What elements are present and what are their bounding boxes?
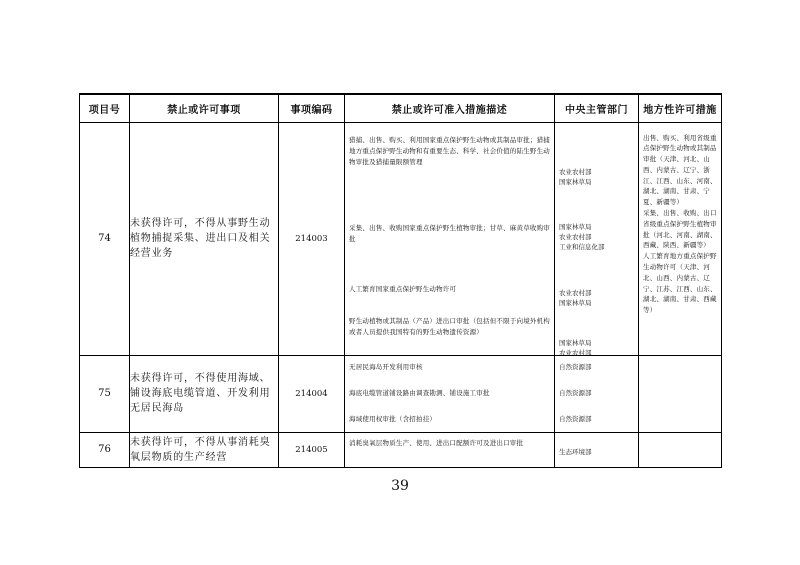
header-row [80, 94, 722, 122]
department-text: 农业农村部 国家林草局 [559, 167, 592, 186]
matter-text: 未获得许可，不得从事野生动植物捕捉采集、进出口及相关经营业务 [130, 122, 279, 355]
department-text: 自然资源部 [559, 362, 592, 371]
department-text: 生态环境部 [559, 447, 592, 456]
department-cell [555, 122, 639, 355]
matter-code: 214005 [279, 432, 345, 467]
department-text: 农业农村部 国家林草局 [559, 288, 592, 307]
header-matter: 禁止或许可事项 [130, 94, 279, 122]
local-measures-cell [639, 122, 722, 355]
table-row-76 [80, 432, 722, 467]
local-measures-cell [639, 432, 722, 467]
matter-code: 214003 [279, 122, 345, 355]
measure-text: 海底电缆管道铺设路由调查勘测、铺设施工审批 [349, 388, 490, 397]
measure-text: 人工繁育国家重点保护野生动物许可 [349, 284, 457, 293]
header-local-measures: 地方性许可措施 [639, 94, 722, 122]
row-number: 76 [80, 432, 130, 467]
measure-text: 消耗臭氧层物质生产、使用、进出口配额许可及进出口审批 [349, 438, 524, 447]
row-number: 74 [80, 122, 130, 355]
header-measures: 禁止或许可准入措施描述 [345, 94, 555, 122]
page-number: 39 [391, 478, 409, 494]
local-measures-cell [639, 355, 722, 432]
measure-text: 野生动植物或其制品（产品）进出口审批（包括但不限于向境外机构或者人员提供我国特有的野生动物遗传资源） [349, 316, 550, 336]
measures-cell [345, 355, 555, 432]
permit-table-section [79, 93, 721, 468]
table-row-75 [80, 355, 722, 432]
permit-table [79, 93, 722, 468]
measure-text: 海域使用权审批（含招拍挂） [349, 414, 437, 423]
department-text: 国家林草局 农业农村部 [559, 338, 592, 357]
measures-cell [345, 432, 555, 467]
department-cell [555, 355, 639, 432]
header-item-no: 项目号 [80, 94, 130, 122]
header-code: 事项编码 [279, 94, 345, 122]
matter-text: 未获得许可，不得从事消耗臭氧层物质的生产经营 [130, 432, 279, 467]
department-text: 自然资源部 [559, 414, 592, 423]
header-department: 中央主管部门 [555, 94, 639, 122]
measures-cell [345, 122, 555, 355]
local-measures-text: 出售、购买、利用省级重点保护野生动物或其制品审批（天津、河北、山西、内蒙古、辽宁、浙江、江西、山东、河南、湖北、湖南、甘肃、宁夏、新疆等） 采集、出售、收购、出口省级重点保护野生植物审批（河北、河南、湖南、西藏、陕西、新疆等） 人工繁育地方重点保护野生动物许可（天津、河北、山西、内蒙古、辽宁、江苏、江西、山东、湖北、湖南、甘肃、西藏等） [643, 133, 717, 315]
department-text: 国家林草局 农业农村部 工业和信息化部 [559, 222, 605, 251]
measure-text: 无居民海岛开发利用审核 [349, 362, 423, 371]
measure-text: 猎捕、出售、购买、利用国家重点保护野生动物或其制品审批；猎捕地方重点保护野生动物和有重要生态、科学、社会价值的陆生野生动物审批及猎捕量限额管理 [349, 135, 550, 166]
table-row-74 [80, 122, 722, 355]
matter-text: 未获得许可，不得使用海域、铺设海底电缆管道、开发利用无居民海岛 [130, 355, 279, 432]
measure-text: 采集、出售、收购国家重点保护野生植物审批；甘草、麻黄草收购审批 [349, 223, 550, 243]
department-cell [555, 432, 639, 467]
row-number: 75 [80, 355, 130, 432]
matter-code: 214004 [279, 355, 345, 432]
department-text: 自然资源部 [559, 388, 592, 397]
